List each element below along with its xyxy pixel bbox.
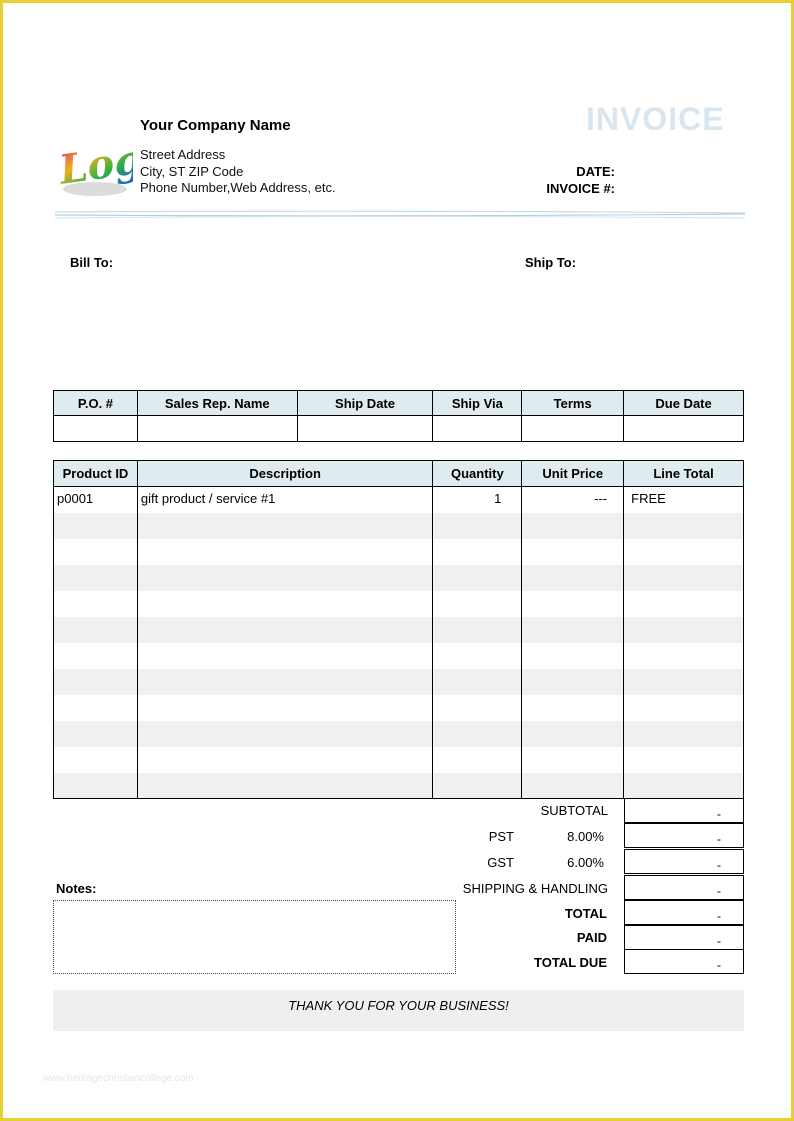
empty-cell[interactable] xyxy=(522,513,624,539)
empty-cell[interactable] xyxy=(137,721,432,747)
empty-cell[interactable] xyxy=(522,565,624,591)
line-total-cell[interactable]: FREE xyxy=(624,487,744,513)
total-due-label: TOTAL DUE xyxy=(534,955,607,970)
ship-via-cell[interactable] xyxy=(433,416,522,442)
empty-cell[interactable] xyxy=(522,747,624,773)
empty-cell[interactable] xyxy=(522,695,624,721)
empty-cell[interactable] xyxy=(54,565,138,591)
terms-header: Terms xyxy=(522,391,624,416)
notes-field[interactable] xyxy=(53,900,456,974)
empty-cell[interactable] xyxy=(624,539,744,565)
empty-cell[interactable] xyxy=(624,565,744,591)
gst-label: GST xyxy=(487,855,514,870)
company-logo xyxy=(55,119,133,203)
gst-rate: 6.00% xyxy=(567,855,604,870)
line-total-header: Line Total xyxy=(624,461,744,487)
empty-cell[interactable] xyxy=(433,617,522,643)
empty-cell[interactable] xyxy=(433,747,522,773)
table-row xyxy=(54,643,744,669)
empty-cell[interactable] xyxy=(624,591,744,617)
total-due-value: - xyxy=(624,949,744,974)
city-line: City, ST ZIP Code xyxy=(140,164,244,179)
empty-cell[interactable] xyxy=(624,773,744,799)
subtotal-value: - xyxy=(624,798,744,823)
notes-label: Notes: xyxy=(56,881,97,896)
empty-cell[interactable] xyxy=(522,617,624,643)
empty-cell[interactable] xyxy=(624,721,744,747)
empty-cell[interactable] xyxy=(522,643,624,669)
table-row xyxy=(54,617,744,643)
empty-cell[interactable] xyxy=(624,513,744,539)
empty-cell[interactable] xyxy=(624,643,744,669)
empty-cell[interactable] xyxy=(137,695,432,721)
description-cell[interactable]: gift product / service #1 xyxy=(137,487,432,513)
empty-cell[interactable] xyxy=(137,617,432,643)
table-row xyxy=(54,669,744,695)
empty-cell[interactable] xyxy=(522,773,624,799)
empty-cell[interactable] xyxy=(433,539,522,565)
table-row xyxy=(54,487,744,513)
empty-cell[interactable] xyxy=(54,643,138,669)
pst-rate: 8.00% xyxy=(567,829,604,844)
ship-to-label: Ship To: xyxy=(525,255,577,270)
pst-label: PST xyxy=(488,829,514,844)
table-row xyxy=(54,695,744,721)
empty-cell[interactable] xyxy=(522,721,624,747)
empty-cell[interactable] xyxy=(137,747,432,773)
total-label: TOTAL xyxy=(564,906,607,921)
empty-cell[interactable] xyxy=(54,617,138,643)
table-row xyxy=(54,747,744,773)
empty-cell[interactable] xyxy=(54,773,138,799)
po-number-header: P.O. # xyxy=(54,391,138,416)
empty-cell[interactable] xyxy=(522,539,624,565)
product-id-cell[interactable]: p0001 xyxy=(54,487,138,513)
empty-cell[interactable] xyxy=(433,721,522,747)
sales-rep-header: Sales Rep. Name xyxy=(137,391,297,416)
empty-cell[interactable] xyxy=(54,695,138,721)
empty-cell[interactable] xyxy=(54,513,138,539)
empty-cell[interactable] xyxy=(522,591,624,617)
invoice-number-label: INVOICE #: xyxy=(546,181,615,196)
header-divider xyxy=(55,209,745,221)
empty-cell[interactable] xyxy=(624,617,744,643)
empty-cell[interactable] xyxy=(624,747,744,773)
terms-cell[interactable] xyxy=(522,416,624,442)
quantity-header: Quantity xyxy=(433,461,522,487)
description-header: Description xyxy=(137,461,432,487)
due-date-cell[interactable] xyxy=(624,416,744,442)
empty-cell[interactable] xyxy=(54,721,138,747)
unit-price-header: Unit Price xyxy=(522,461,624,487)
street-address: Street Address xyxy=(140,147,226,162)
pst-value: - xyxy=(624,823,744,848)
gst-value: - xyxy=(624,849,744,874)
total-value: - xyxy=(624,900,744,925)
empty-cell[interactable] xyxy=(433,565,522,591)
empty-cell[interactable] xyxy=(522,669,624,695)
paid-label: PAID xyxy=(576,930,607,945)
company-name: Your Company Name xyxy=(140,117,291,134)
empty-cell[interactable] xyxy=(54,747,138,773)
po-number-cell[interactable] xyxy=(54,416,138,442)
empty-cell[interactable] xyxy=(433,773,522,799)
ship-date-cell[interactable] xyxy=(297,416,433,442)
empty-cell[interactable] xyxy=(433,695,522,721)
table-row xyxy=(54,721,744,747)
empty-cell[interactable] xyxy=(137,539,432,565)
table-row xyxy=(54,591,744,617)
shipping-label: SHIPPING & HANDLING xyxy=(462,881,608,896)
sales-rep-cell[interactable] xyxy=(137,416,297,442)
logo-graphic xyxy=(55,119,133,203)
empty-cell[interactable] xyxy=(137,669,432,695)
empty-cell[interactable] xyxy=(624,669,744,695)
empty-cell[interactable] xyxy=(624,695,744,721)
empty-cell[interactable] xyxy=(137,643,432,669)
bill-to-label: Bill To: xyxy=(70,255,114,270)
ship-via-header: Ship Via xyxy=(433,391,522,416)
empty-cell[interactable] xyxy=(137,591,432,617)
watermark: www.heritagechristiancollege.com xyxy=(43,1073,194,1084)
table-row xyxy=(54,513,744,539)
line-items-table xyxy=(53,460,744,799)
empty-cell[interactable] xyxy=(54,591,138,617)
empty-cell[interactable] xyxy=(433,513,522,539)
shipping-value: - xyxy=(624,875,744,900)
quantity-cell[interactable]: 1 xyxy=(433,487,522,513)
ship-date-header: Ship Date xyxy=(297,391,433,416)
product-id-header: Product ID xyxy=(54,461,138,487)
unit-price-cell[interactable]: --- xyxy=(522,487,624,513)
empty-cell[interactable] xyxy=(433,591,522,617)
empty-cell[interactable] xyxy=(54,669,138,695)
invoice-title: INVOICE xyxy=(586,101,725,137)
empty-cell[interactable] xyxy=(137,565,432,591)
subtotal-label: SUBTOTAL xyxy=(540,803,608,818)
empty-cell[interactable] xyxy=(433,669,522,695)
empty-cell[interactable] xyxy=(137,773,432,799)
thank-you-text: THANK YOU FOR YOUR BUSINESS! xyxy=(288,998,509,1013)
empty-cell[interactable] xyxy=(433,643,522,669)
empty-cell[interactable] xyxy=(54,539,138,565)
thank-you-banner xyxy=(53,990,744,1031)
contact-line: Phone Number,Web Address, etc. xyxy=(140,180,336,195)
date-label: DATE: xyxy=(576,164,615,179)
table-row xyxy=(54,565,744,591)
table-row xyxy=(54,773,744,799)
svg-text:Logo: Logo xyxy=(56,131,133,194)
empty-cell[interactable] xyxy=(137,513,432,539)
order-info-table xyxy=(53,390,744,442)
table-row xyxy=(54,539,744,565)
due-date-header: Due Date xyxy=(624,391,744,416)
paid-value: - xyxy=(624,925,744,950)
